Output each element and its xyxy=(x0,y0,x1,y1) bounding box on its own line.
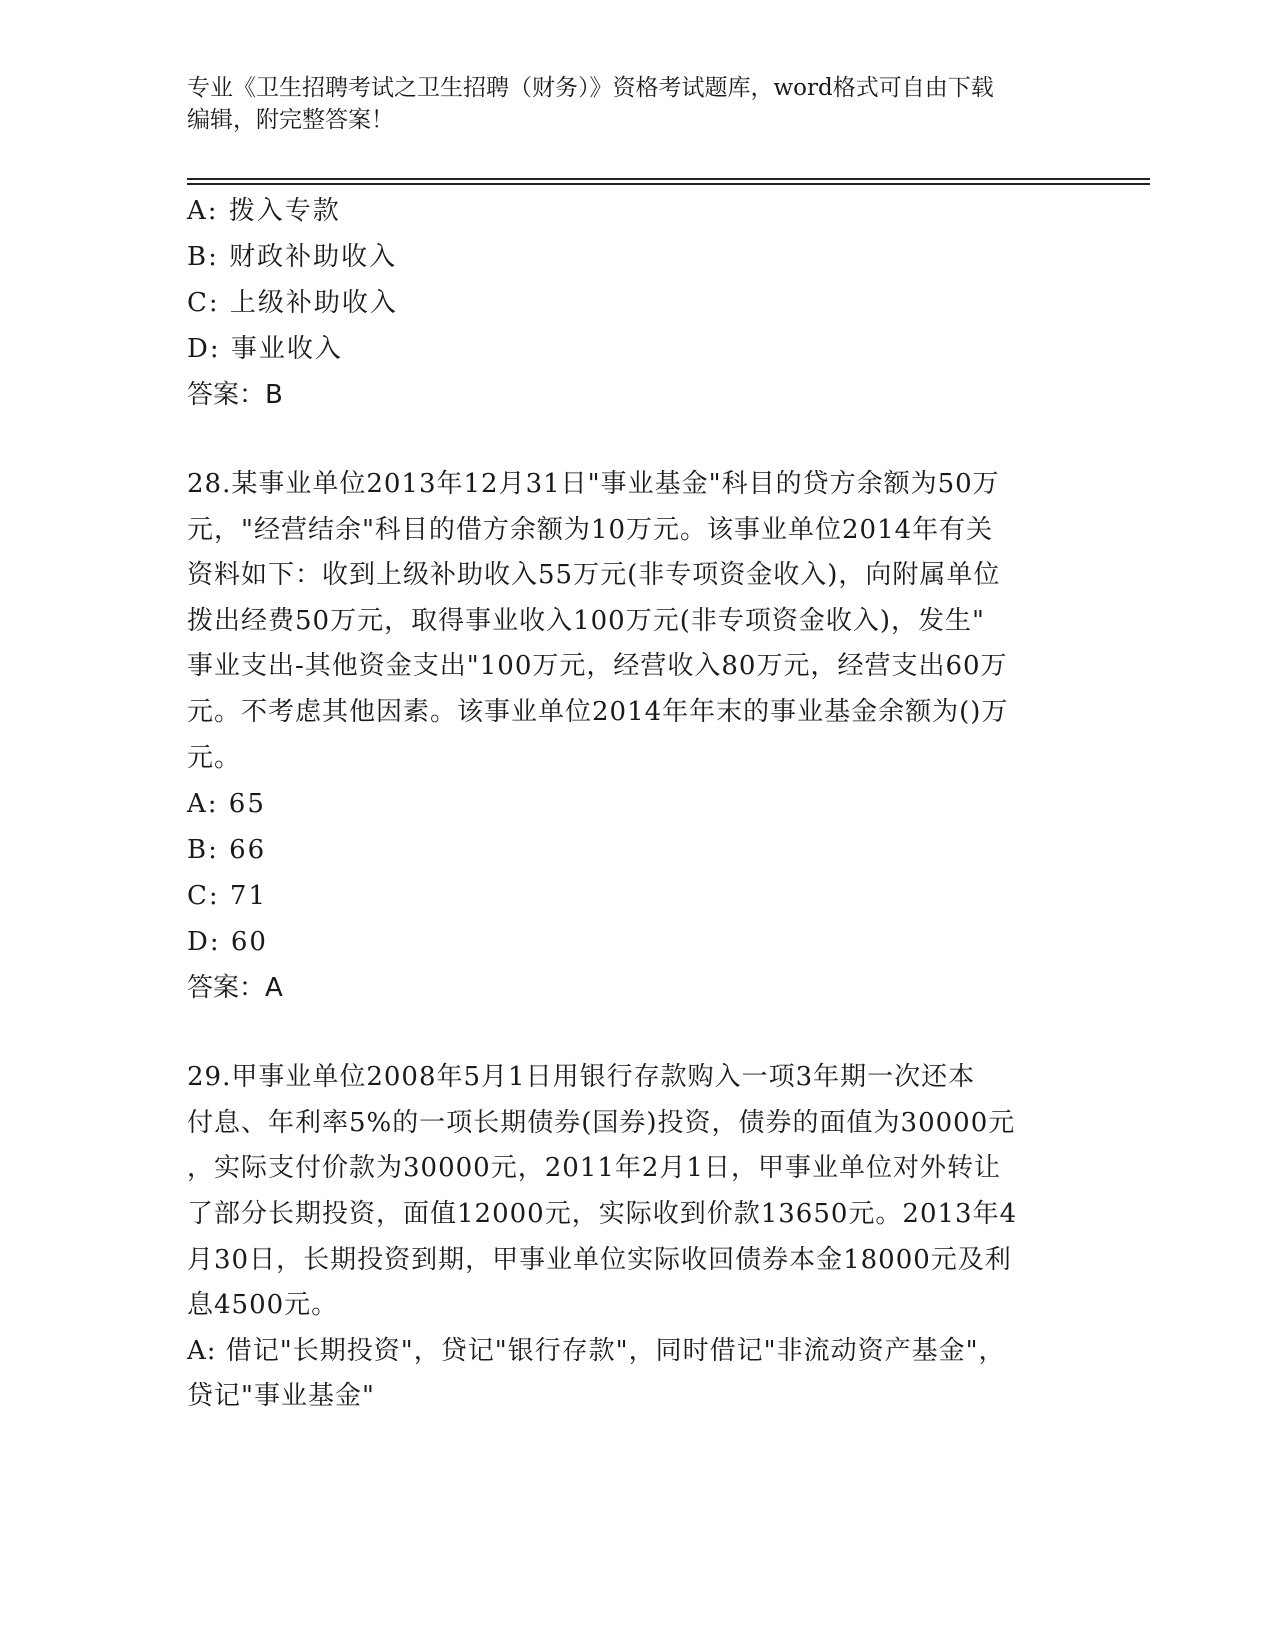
question-text-line: 元。不考虑其他因素。该事业单位2014年年末的事业基金余额为()万 xyxy=(187,696,1009,727)
question-text-line: 29.甲事业单位2008年5月1日用银行存款购入一项3年期一次还本 xyxy=(187,1062,976,1093)
option-a-continued: 贷记"事业基金" xyxy=(187,1381,375,1412)
document-body xyxy=(187,188,1087,1420)
question-27 xyxy=(187,188,1087,418)
option-d: D: 60 xyxy=(187,927,268,958)
question-text-line: 资料如下：收到上级补助收入55万元(非专项资金收入)，向附属单位 xyxy=(187,560,1001,591)
header-divider-bottom xyxy=(187,183,1150,185)
spacer xyxy=(187,1011,1087,1055)
question-text-line: 了部分长期投资，面值12000元，实际收到价款13650元。2013年4 xyxy=(187,1198,1018,1229)
question-text-line: 28.某事业单位2013年12月31日"事业基金"科目的贷方余额为50万 xyxy=(187,469,1000,499)
question-text-line: 付息、年利率5%的一项长期债券(国券)投资，债券的面值为30000元 xyxy=(187,1107,1016,1138)
option-b: B: 66 xyxy=(187,835,267,866)
header-line-1: 专业《卫生招聘考试之卫生招聘（财务）》资格考试题库，word格式可自由下载 xyxy=(187,75,994,101)
option-c: C: 71 xyxy=(187,881,268,912)
option-b: B: 财政补助收入 xyxy=(187,242,398,272)
question-text-line: ，实际支付价款为30000元，2011年2月1日，甲事业单位对外转让 xyxy=(187,1153,1001,1184)
answer: 答案：A xyxy=(187,973,283,1004)
option-a: A: 借记"长期投资"，贷记"银行存款"，同时借记"非流动资产基金"， xyxy=(187,1335,1006,1366)
spacer xyxy=(187,418,1087,462)
header-line-2: 编辑，附完整答案！ xyxy=(187,107,394,133)
question-29 xyxy=(187,1055,1087,1420)
question-28 xyxy=(187,462,1087,1011)
option-a: A: 拨入专款 xyxy=(187,196,341,226)
question-text-line: 元。 xyxy=(187,742,242,773)
question-text-line: 月30日，长期投资到期，甲事业单位实际收回债券本金18000元及利 xyxy=(187,1244,1012,1275)
answer: 答案：B xyxy=(187,380,283,410)
question-text-line: 元，"经营结余"科目的借方余额为10万元。该事业单位2014年有关 xyxy=(187,514,994,545)
question-text-line: 息4500元。 xyxy=(187,1290,339,1321)
header-divider-top xyxy=(187,178,1150,180)
question-text-line: 拨出经费50万元，取得事业收入100万元(非专项资金收入)，发生" xyxy=(187,605,985,636)
question-text-line: 事业支出-其他资金支出"100万元，经营收入80万元，经营支出60万 xyxy=(187,651,1008,682)
document-header xyxy=(187,72,1087,136)
option-c: C: 上级补助收入 xyxy=(187,288,398,318)
option-d: D: 事业收入 xyxy=(187,334,343,364)
option-a: A: 65 xyxy=(187,789,266,820)
